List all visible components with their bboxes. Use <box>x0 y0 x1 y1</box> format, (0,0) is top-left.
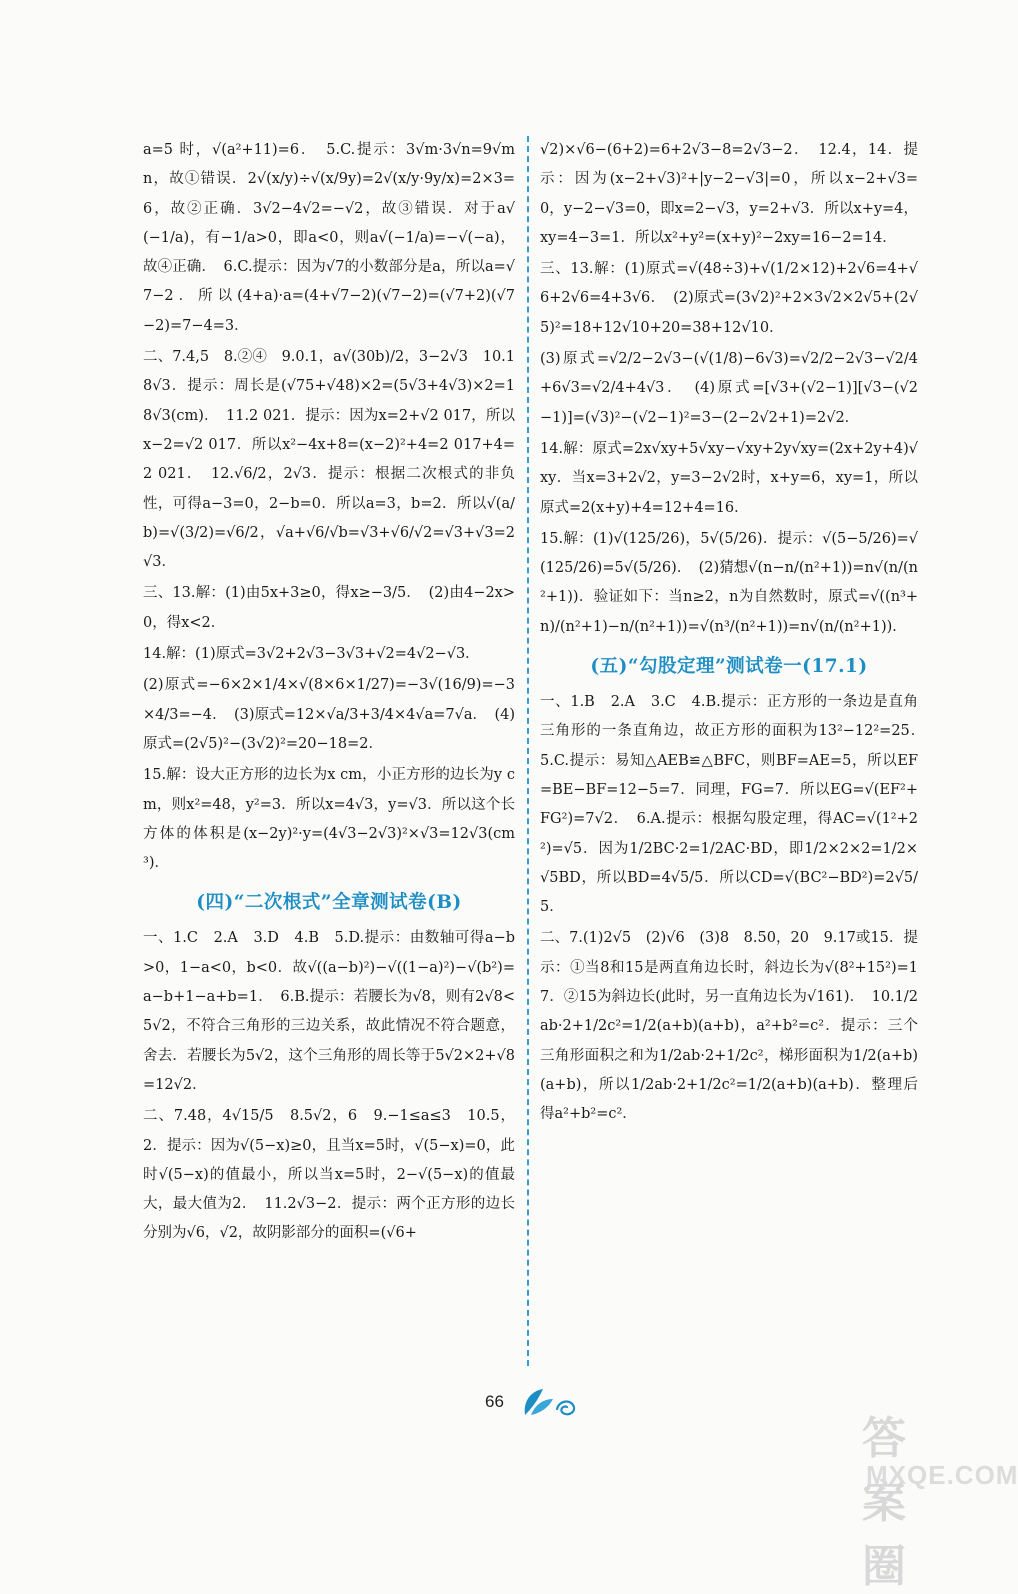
answer-block: 二、7.48，4√15/5 8.5√2，6 9.−1≤a≤3 10.5，2．提示：因为√(5−x)≥0，且当x=5时，√(5−x)=0，此时√(5−x)的值最小，所以当x=5时，2−√(5−x)的值最大，最大值为2． 11.2√3−2．提示：两个正方形的边长分别为√6，√2，故阴影部分的面积=(√6+ <box>143 1108 515 1242</box>
right-column <box>540 136 933 1132</box>
answer-block: 三、13.解：(1)原式=√(48÷3)+√(1/2×12)+2√6=4+√6+2√6=4+3√6． (2)原式=(3√2)²+2×3√2×2√5+(2√5)²=18+12√10+20=38+12√10． <box>540 261 918 336</box>
watermark-text-cn: 答案圈 <box>862 1413 907 1592</box>
answer-block: 一、1.C 2.A 3.D 4.B 5.D.提示：由数轴可得a−b>0，1−a<0，b<0．故√((a−b)²)−√((1−a)²)−√(b²)=a−b+1−a+b=1． 6.B.提示：若腰长为√8，则有2√8<5√2，不符合三角形的三边关系，故此情况不符合题意，舍去．若腰长为5√2，这个三角形的周长等于5√2×2+√8=12√2． <box>143 930 515 1093</box>
answer-block: (3)原式=√2/2−2√3−(√(1/8)−6√3)=√2/2−2√3−√2/4+6√3=√2/4+4√3． (4)原式=[√3+(√2−1)][√3−(√2−1)]=(√3)²−(√2−1)²=3−(2−2√2+1)=2√2． <box>540 351 918 426</box>
answer-block: 二、7.4,5 8.②④ 9.0.1，a√(30b)/2，3−2√3 10.18√3．提示：周长是(√75+√48)×2=(5√3+4√3)×2=18√3(cm)． 11.2 021．提示：因为x=2+√2 017，所以x−2=√2 017．所以x²−4x+8=(x−2)²+4=2 017+4=2 021． 12.√6/2，2√3．提示：根据二次根式的非负性，可得a−3=0，2−b=0．所以a=3，b=2．所以√(a/b)=√(3/2)=√6/2，√a+√6/√b=√3+√6/√2=√3+√3=2√3． <box>143 349 515 571</box>
answer-block: (2)原式=−6×2×1/4×√(8×6×1/27)=−3√(16/9)=−3×4/3=−4． (3)原式=12×√a/3+3/4×4√a=7√a． (4)原式=(2√5)²−(3√2)²=20−18=2． <box>143 677 515 752</box>
watermark-text-en: MXQE.COM <box>866 1460 1018 1490</box>
answer-block: 二、7.(1)2√5 (2)√6 (3)8 8.50，20 9.17或15．提示：①当8和15是两直角边长时，斜边长为√(8²+15²)=17．②15为斜边长(此时，另一直角边长为√161)． 10.1/2ab·2+1/2c²=1/2(a+b)(a+b)，a²+b²=c²．提示：三个三角形面积之和为1/2ab·2+1/2c²，梯形面积为1/2(a+b)(a+b)，所以1/2ab·2+1/2c²=1/2(a+b)(a+b)．整理后得a²+b²=c²． <box>540 930 918 1123</box>
left-column <box>143 136 515 1251</box>
answer-block: √2)×√6−(6+2)=6+2√3−8=2√3−2． 12.4，14．提示：因为(x−2+√3)²+|y−2−√3|=0，所以x−2+√3=0，y−2−√3=0，即x=2−√3，y=2+√3．所以x+y=4，xy=4−3=1．所以x²+y²=(x+y)²−2xy=16−2=14． <box>540 142 918 246</box>
page-number: 66 <box>485 1392 504 1411</box>
answer-block: 14.解：(1)原式=3√2+2√3−3√3+√2=4√2−√3． <box>143 646 480 663</box>
answer-block: 三、13.解：(1)由5x+3≥0，得x≥−3/5． (2)由4−2x>0，得x<2． <box>143 585 515 631</box>
answer-block: 14.解：原式=2x√xy+5√xy−√xy+2y√xy=(2x+2y+4)√xy．当x=3+2√2，y=3−2√2时，x+y=6，xy=1，所以原式=2(x+y)+4=12+4=16． <box>540 440 918 516</box>
answer-block: 一、1.B 2.A 3.C 4.B.提示：正方形的一条边是直角三角形的一条直角边，故正方形的面积为13²−12²=25． 5.C.提示：易知△AEB≌△BFC，则BF=AE=5，所以EF=BE−BF=12−5=7．同理，FG=7．所以EG=√(EF²+FG²)=7√2． 6.A.提示：根据勾股定理，得AC=√(1²+2²)=√5．因为1/2BC·2=1/2AC·BD，即1/2×2×2=1/2×√5BD，所以BD=4√5/5．所以CD=√(BC²−BD²)=2√5/5． <box>540 694 933 916</box>
section-title: (五)“勾股定理”测试卷一(17.1) <box>590 656 868 678</box>
leaf-ornament-icon <box>517 1385 587 1423</box>
column-divider <box>527 136 529 1366</box>
answer-block: 15.解：(1)√(125/26)，5√(5/26)．提示：√(5−5/26)=√(125/26)=5√(5/26)． (2)猜想√(n−n/(n²+1))=n√(n/(n²+1))．验证如下：当n≥2，n为自然数时，原式=√((n³+n)/(n²+1)−n/(n²+1))=√(n³/(n²+1))=n√(n/(n²+1))． <box>540 530 918 635</box>
answer-block: 15.解：设大正方形的边长为x cm，小正方形的边长为y cm，则x²=48，y²=3．所以x=4√3，y=√3．所以这个长方体的体积是(x−2y)²·y=(4√3−2√3)²×√3=12√3(cm³)． <box>143 767 515 872</box>
section-title: (四)“二次根式”全章测试卷(B) <box>196 892 462 914</box>
answer-block: a=5 时，√(a²+11)=6． 5.C.提示：3√m·3√n=9√mn，故①错误．2√(x/y)÷√(x/9y)=2√(x/y·9y/x)=2×3=6，故②正确．3√2−4√2=−√2，故③错误．对于a√(−1/a)，有−1/a>0，即a<0，则a√(−1/a)=−√(−a)，故④正确． 6.C.提示：因为√7的小数部分是a，所以a=√7−2．所以(4+a)·a=(4+√7−2)(√7−2)=(√7+2)(√7−2)=7−4=3． <box>143 142 515 334</box>
